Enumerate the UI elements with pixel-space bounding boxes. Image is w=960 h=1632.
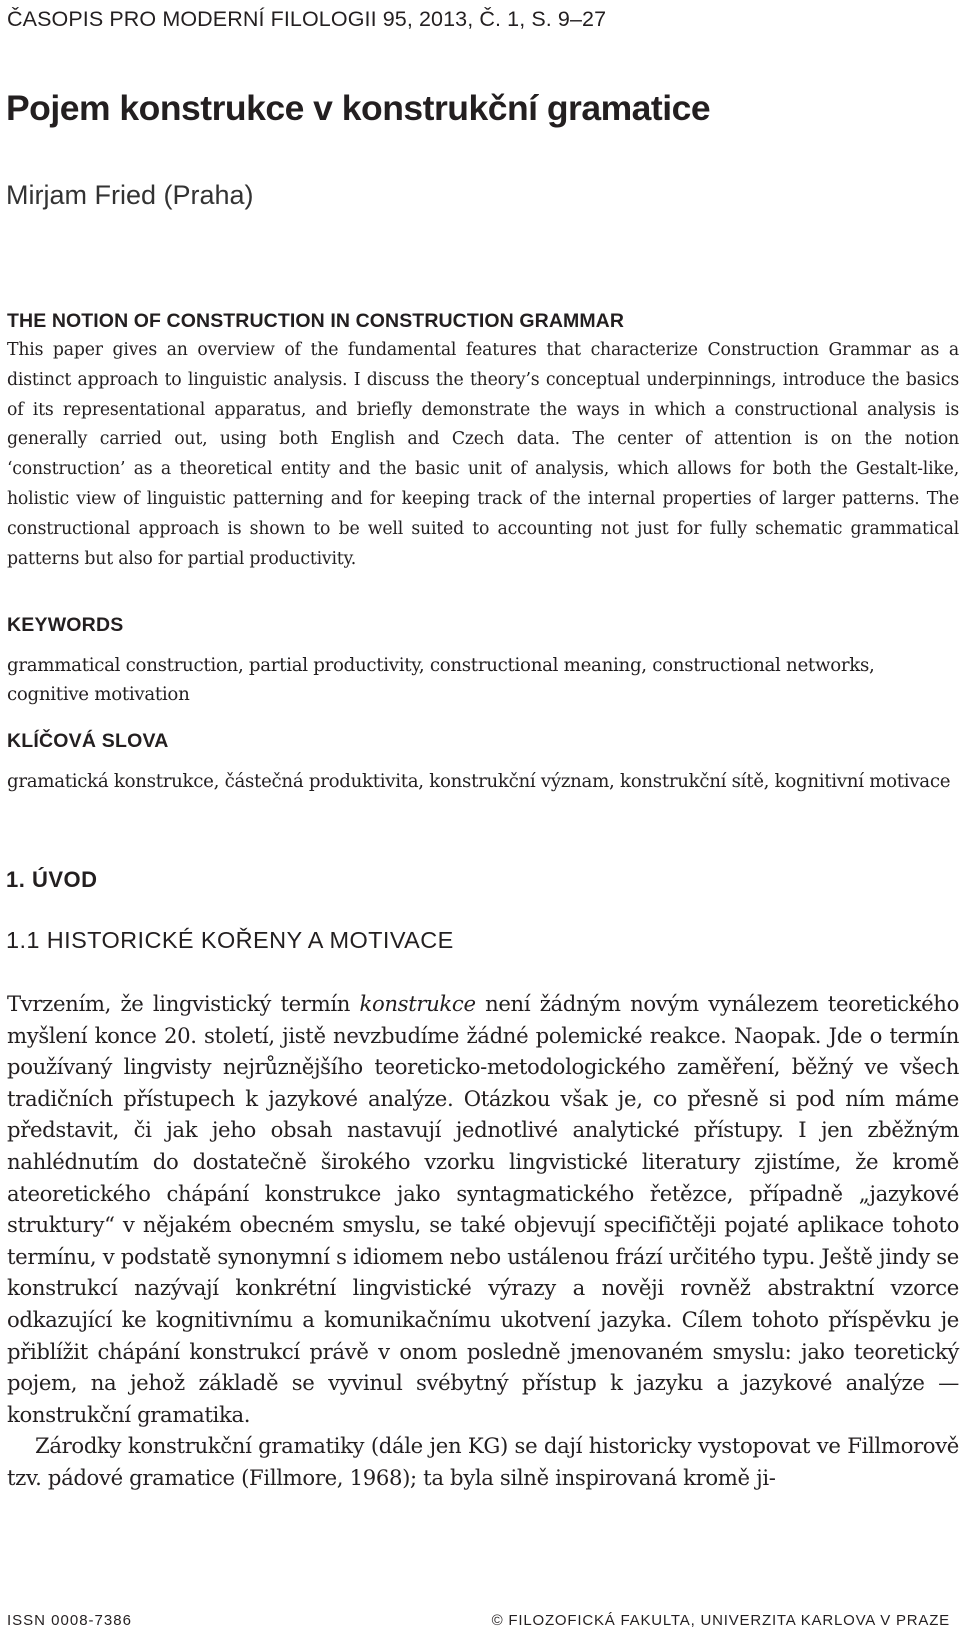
- klicova-slova-text: [7, 737, 959, 796]
- footer-issn: ISSN 0008-7386: [7, 1612, 132, 1629]
- klicova-slova-list: gramatická konstrukce, částečná produktivita, konstrukční význam, konstrukční sítě, kognitivní motivace: [7, 770, 951, 792]
- keywords-list: grammatical construction, partial productivity, constructional meaning, constructional networks, cognitive motivation: [7, 654, 875, 705]
- abstract-heading: THE NOTION OF CONSTRUCTION IN CONSTRUCTION GRAMMAR: [7, 310, 625, 332]
- body-p1-rest: není žádným novým vynálezem teoretického myšlení konce 20. století, jistě nevzbudíme žádné polemické reakce. Naopak. Jde o termín používaný lingvisty nejrůznějšího teoreticko-metodologického zaměření, běžný ve všech tradičních přístupech k jazykové analýze. Otázkou však je, co přesně si pod ním máme představit, či jak jeho obsah nastavují jednotlivé analytické přístupy. I jen zběžným nahlédnutím do dostatečně širokého vzorku lingvistické literatury zjistíme, že kromě ateoretického chápání konstrukce jako syntagmatického řetězce, případně „jazykové struktury“ v nějakém obecném smyslu, se také objevují specifičtěji pojaté aplikace tohoto termínu, v podstatě synonymní s idiomem nebo ustálenou frází určitého typu. Ještě jindy se konstrukcí nazývají konkrétní lingvistické výrazy a nověji rovněž abstraktní vzorce odkazující ke kognitivnímu a komunikačnímu ukotvení jazyka. Cílem tohoto příspěvku je přiblížit chápání konstrukcí právě v onom posledně jmenovaném smyslu: jako teoretický pojem, na jehož základě se vyvinul svébytný přístup k jazyku a jazykové analýze — konstrukční gramatika.: [7, 991, 960, 1427]
- keywords-text: [7, 621, 959, 710]
- body-text: [7, 988, 959, 1494]
- keywords-heading: KEYWORDS: [7, 614, 124, 636]
- article-author: Mirjam Fried (Praha): [6, 180, 254, 210]
- body-paragraph-1: [7, 988, 959, 1430]
- section-heading: 1. ÚVOD: [6, 867, 98, 892]
- abstract-text: This paper gives an overview of the fundamental features that characterize Construction Grammar as a distinct approach to linguistic analysis. I discuss the theory’s conceptual underpinnings, introduce the basics of its representational apparatus, and briefly demonstrate the ways in which a constructional analysis is generally carried out, using both English and Czech data. The center of attention is on the notion ‘construction’ as a theoretical entity and the basic unit of analysis, which allows for both the Gestalt-like, holistic view of linguistic patterning and for keeping track of the internal properties of larger patterns. The constructional approach is shown to be well suited to accounting not just for fully schematic grammatical patterns but also for partial productivity.: [7, 340, 959, 569]
- body-paragraph-2: Zárodky konstrukční gramatiky (dále jen KG) se dají historicky vystopovat ve Fillmorově tzv. pádové gramatice (Fillmore, 1968); ta byla silně inspirovaná kromě ji-: [7, 1433, 959, 1490]
- article-title: Pojem konstrukce v konstrukční gramatice: [6, 88, 711, 128]
- subsection-heading: 1.1 HISTORICKÉ KOŘENY A MOTIVACE: [6, 927, 454, 953]
- body-p1-start: Tvrzením, že lingvistický termín: [7, 991, 360, 1016]
- term-konstrukce: konstrukce: [359, 991, 476, 1016]
- footer-copyright: © FILOZOFICKÁ FAKULTA, UNIVERZITA KARLOVA V PRAZE: [491, 1612, 950, 1629]
- klicova-slova-heading: KLÍČOVÁ SLOVA: [7, 730, 169, 752]
- journal-header: ČASOPIS PRO MODERNÍ FILOLOGII 95, 2013, Č. 1, S. 9–27: [7, 7, 607, 31]
